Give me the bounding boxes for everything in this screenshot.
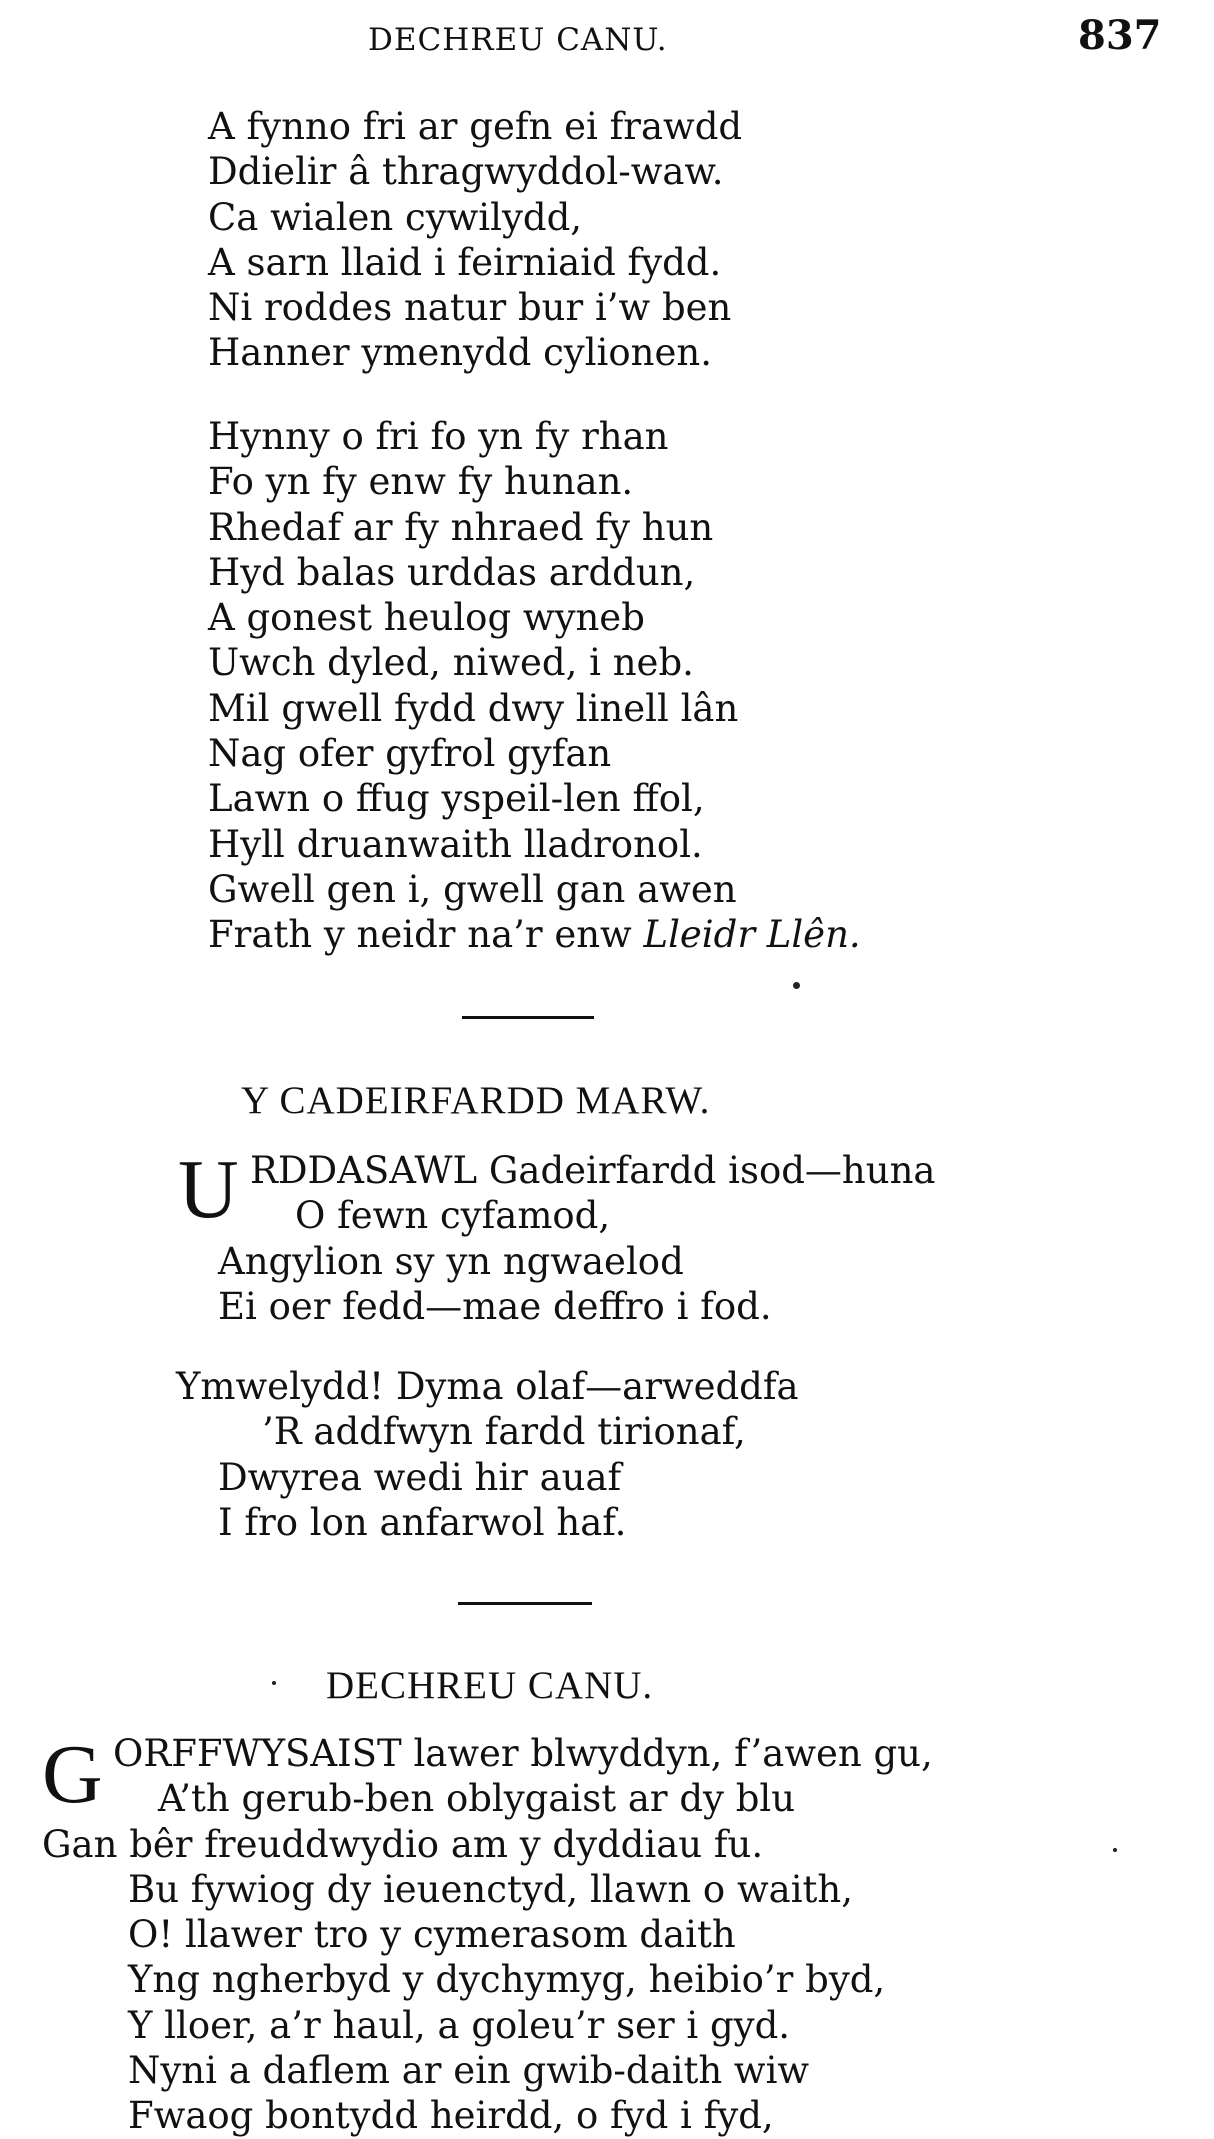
- verse-line: Ca wialen cywilydd,: [208, 195, 583, 239]
- poem1-stanza1: [208, 104, 742, 376]
- poem3-stanza: [0, 1728, 933, 2139]
- drop-cap: G: [42, 1728, 103, 1821]
- verse-line: Uwch dyled, niwed, i neb.: [208, 641, 694, 685]
- verse-line: O fewn cyfamod,: [295, 1194, 611, 1238]
- print-speck: [793, 982, 800, 989]
- poem2-stanza1: [0, 1143, 936, 1329]
- verse-line: Hyll druanwaith lladronol.: [208, 822, 703, 866]
- verse-line: O! llawer tro y cymerasom daith: [128, 1913, 736, 1957]
- verse-line: Ni roddes natur bur i’w ben: [208, 286, 732, 330]
- verse-line: Fwaog bontydd heirdd, o fyd i fyd,: [128, 2094, 774, 2138]
- final-line-italic: Lleidr Llên.: [643, 913, 861, 957]
- verse-line: Y lloer, a’r haul, a goleu’r ser i gyd.: [128, 2003, 791, 2047]
- verse-line: Dwyrea wedi hir auaf: [218, 1455, 622, 1499]
- verse-line: Nag ofer gyfrol gyfan: [208, 732, 612, 776]
- print-speck: [272, 1681, 276, 1685]
- verse-line: A sarn llaid i feirniaid fydd.: [208, 240, 722, 284]
- verse-line: Ymwelydd! Dyma olaf—arweddfa: [176, 1365, 799, 1408]
- verse-line: Hynny o fri fo yn fy rhan: [208, 415, 669, 458]
- verse-line: Bu fywiog dy ieuenctyd, llawn o waith,: [128, 1867, 853, 1911]
- verse-line: A’th gerub-ben oblygaist ar dy blu: [158, 1777, 796, 1821]
- verse-line: Gan bêr freuddwydio am y dyddiau fu.: [42, 1822, 764, 1866]
- section-divider: [458, 1602, 592, 1605]
- running-header: DECHREU CANU.: [368, 22, 668, 58]
- verse-line: Lawn o ffug yspeil-len ffol,: [208, 777, 705, 821]
- verse-line: Angylion sy yn ngwaelod: [218, 1239, 684, 1283]
- verse-line: Fo yn fy enw fy hunan.: [208, 460, 634, 504]
- page-number: 837: [1078, 12, 1162, 59]
- verse-line: Ei oer fedd—mae deffro i fod.: [218, 1284, 772, 1328]
- verse-line: A gonest heulog wyneb: [208, 596, 645, 640]
- verse-line: ’R addfwyn fardd tirionaf,: [262, 1410, 746, 1454]
- verse-line: Ddielir â thragwyddol-waw.: [208, 150, 724, 194]
- final-line-text: Frath y neidr na’r enw: [208, 913, 644, 957]
- verse-line: Nyni a daflem ar ein gwib-daith wiw: [128, 2049, 810, 2093]
- verse-line-final: [208, 912, 861, 957]
- verse-line: RDDASAWL Gadeirfardd isod—huna: [250, 1149, 936, 1192]
- section-divider: [462, 1016, 594, 1019]
- poem1-stanza2: [208, 414, 861, 958]
- poem-title: Y CADEIRFARDD MARW.: [241, 1079, 711, 1122]
- print-speck: [1113, 1848, 1117, 1852]
- verse-line: Hyd balas urddas arddun,: [208, 550, 696, 594]
- verse-line: ORFFWYSAIST lawer blwyddyn, f’awen gu,: [113, 1732, 933, 1775]
- verse-line: Rhedaf ar fy nhraed fy hun: [208, 505, 714, 549]
- poem-title: DECHREU CANU.: [326, 1664, 654, 1707]
- verse-line: Gwell gen i, gwell gan awen: [208, 867, 737, 911]
- drop-cap: U: [178, 1143, 239, 1236]
- poem2-stanza2: [0, 1364, 799, 1545]
- verse-line: A fynno fri ar gefn ei frawdd: [208, 105, 743, 148]
- verse-line: Mil gwell fydd dwy linell lân: [208, 686, 739, 730]
- verse-line: Hanner ymenydd cylionen.: [208, 331, 712, 375]
- verse-line: Yng ngherbyd y dychymyg, heibio’r byd,: [128, 1958, 886, 2002]
- verse-line: I fro lon anfarwol haf.: [218, 1500, 627, 1544]
